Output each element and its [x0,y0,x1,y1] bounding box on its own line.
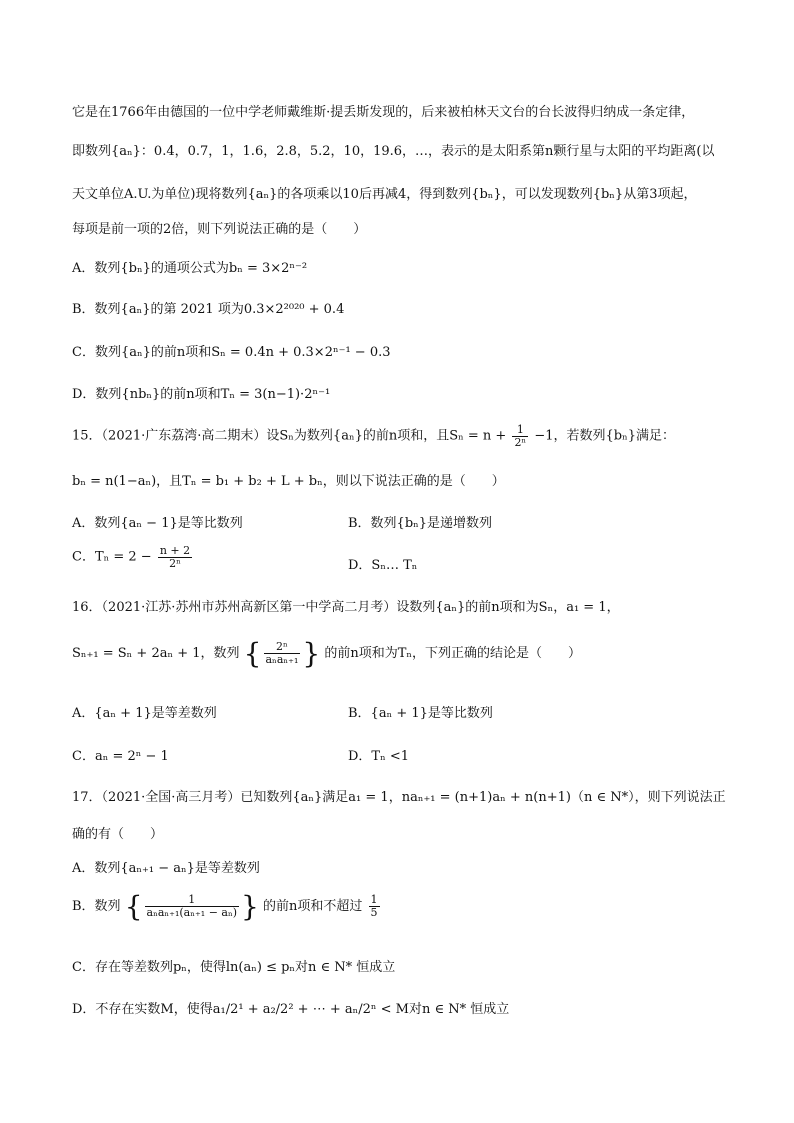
option-a: A．数列{aₙ − 1}是等比数列 [72,516,243,531]
question-16-stem-1: 16．（2021·江苏·苏州市苏州高新区第一中学高二月考）设数列{aₙ}的前n项和为Sₙ，a₁ = 1， [72,600,620,615]
question-17-stem-2: 确的有（ ） [72,827,164,842]
left-brace: { [243,637,262,670]
fraction-numerator: n + 2 [159,544,191,557]
option-c [72,545,194,569]
fraction [369,894,380,918]
option-c: C．存在等差数列pₙ，使得ln(aₙ) ≤ pₙ对n ∈ N* 恒成立 [72,960,396,975]
fraction [158,545,192,569]
option-a: A．{aₙ + 1}是等差数列 [72,706,217,721]
fraction-numerator: 1 [512,424,528,437]
intro-line-2: 即数列{aₙ}：0.4，0.7，1，1.6，2.8，5.2，10，19.6，…，表示的是太阳系第n颗行星与太阳的平均距离(以 [72,144,715,159]
option-d: D．Sₙ… Tₙ [348,558,418,573]
option-c: C．aₙ = 2ⁿ − 1 [72,749,169,764]
fraction [264,641,301,665]
fraction-denominator: aₙaₙ₊₁ [265,653,299,666]
option-text: 的前n项和不超过 [263,899,363,914]
stem-text: 的前n项和为Tₙ，下列正确的结论是（ ） [324,646,581,661]
intro-line-4: 每项是前一项的2倍，则下列说法正确的是（ ） [72,222,367,237]
right-brace: } [241,890,259,923]
stem-text: Sₙ₊₁ = Sₙ + 2aₙ + 1，数列 [72,646,240,661]
option-d: D．数列{nbₙ}的前n项和Tₙ = 3(n−1)·2ⁿ⁻¹ [72,387,331,402]
fraction-denominator: aₙaₙ₊₁(aₙ₊₁ − aₙ) [146,906,238,919]
fraction-denominator: 5 [370,906,378,919]
option-b: B．数列{aₙ}的第 2021 项为0.3×2²⁰²⁰ + 0.4 [72,302,345,317]
option-b: B．{aₙ + 1}是等比数列 [348,706,493,721]
question-16-stem-2 [72,637,581,670]
question-15-stem-2: bₙ = n(1−aₙ)，且Tₙ = b₁ + b₂ + L + bₙ，则以下说法正确的是（ ） [72,474,505,489]
fraction-numerator: 1 [370,893,378,907]
stem-text: 15．（2021·广东荔湾·高二期末）设Sₙ为数列{aₙ}的前n项和，且Sₙ = n + [72,428,507,444]
fraction [145,894,240,918]
option-b: B．数列{bₙ}是递增数列 [348,516,493,531]
intro-line-1: 它是在1766年由德国的一位中学老师戴维斯·提丢斯发现的，后来被柏林天文台的台长波得归纳成一条定律， [72,105,695,120]
option-text: C．Tₙ = 2 − [72,549,152,565]
option-b [72,890,382,923]
option-d: D．Tₙ <1 [348,749,410,764]
fraction-denominator: 2ⁿ [169,556,181,570]
option-a: A．数列{bₙ}的通项公式为bₙ = 3×2ⁿ⁻² [72,261,308,276]
option-text: B．数列 [72,899,121,914]
option-c: C．数列{aₙ}的前n项和Sₙ = 0.4n + 0.3×2ⁿ⁻¹ − 0.3 [72,345,391,360]
fraction-numerator: 2ⁿ [264,641,301,654]
intro-line-3: 天文单位A.U.为单位)现将数列{aₙ}的各项乘以10后再减4，得到数列{bₙ}，可以发现数列{bₙ}从第3项起， [72,187,697,202]
question-17-stem-1: 17．（2021·全国·高三月考）已知数列{aₙ}满足a₁ = 1，naₙ₊₁ = (n+1)aₙ + n(n+1)（n ∈ N*），则下列说法正 [72,790,726,805]
option-a: A．数列{aₙ₊₁ − aₙ}是等差数列 [72,861,260,876]
option-d: D．不存在实数M，使得a₁/2¹ + a₂/2² + ⋯ + aₙ/2ⁿ < M对n ∈ N* 恒成立 [72,1002,510,1017]
fraction [512,424,528,448]
right-brace: } [302,637,321,670]
fraction-numerator: 1 [145,894,240,907]
fraction-denominator: 2ⁿ [514,435,527,449]
stem-text: −1，若数列{bₙ}满足： [534,428,675,444]
question-15-stem-1 [72,424,675,448]
left-brace: { [124,890,143,923]
